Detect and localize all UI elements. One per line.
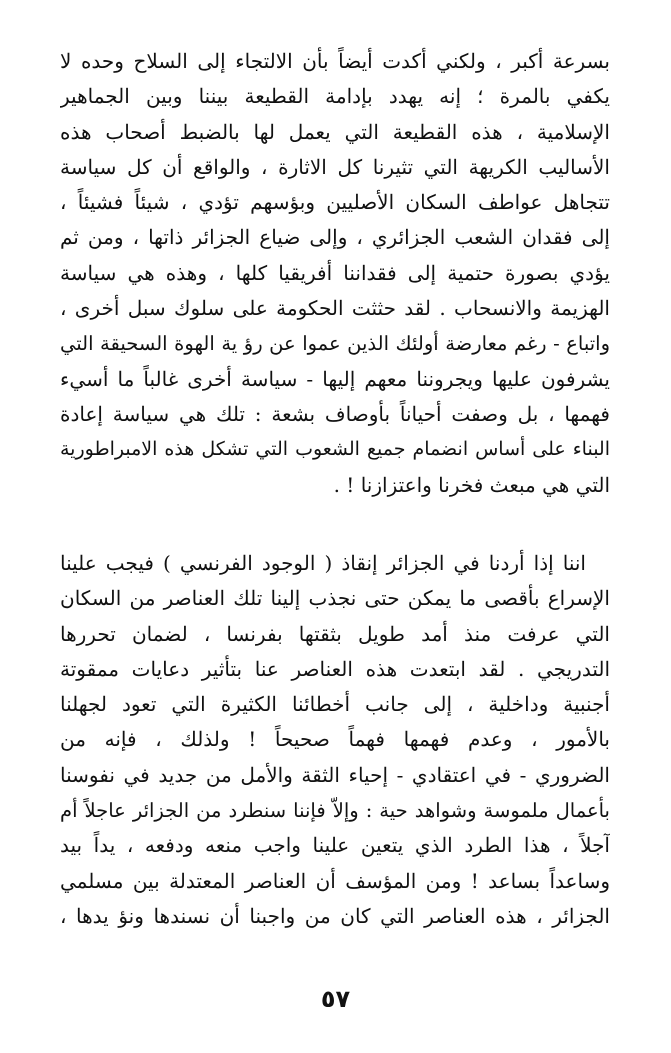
text-line: يشرفون عليها ويجروننا معهم إليها - سياسة أخرى غالباً ما أسيء xyxy=(60,366,610,391)
text-line: واتباع - رغم معارضة أولئك الذين عموا عن رؤ ية الهوة السحيقة التي xyxy=(60,332,610,356)
text-line: الإسراع بأقصى ما يمكن حتى نجذب إلينا تلك العناصر من السكان xyxy=(60,586,610,611)
text-line: إلى فقدان الشعب الجزائري ، وإلى ضياع الجزائر ذاتها ، ومن ثم xyxy=(60,225,610,250)
text-line: يؤدي بصورة حتمية إلى فقداننا أفريقيا كلها ، وهذه هي سياسة xyxy=(60,260,610,285)
text-line: وساعداً بساعد ! ومن المؤسف أن العناصر المعتدلة بين مسلمي xyxy=(60,868,610,893)
text-line: بالأمور ، وعدم فهمها فهماً صحيحاً ! ولذلك ، فإنه من xyxy=(60,727,610,752)
text-line: الهزيمة والانسحاب . لقد حثثت الحكومة على سلوك سبل أخرى ، xyxy=(60,296,610,321)
text-line: الضروري - في اعتقادي - إحياء الثقة والأمل من جديد في نفوسنا xyxy=(60,762,610,787)
text-line: اننا إذا أردنا في الجزائر إنقاذ ( الوجود الفرنسي ) فيجب علينا xyxy=(60,551,586,575)
text-line: البناء على أساس انضمام جميع الشعوب التي تشكل هذه الامبراطورية xyxy=(60,438,610,461)
text-line: الأساليب الكريهة التي تثيرنا كل الاثارة ، والواقع أن كل سياسة xyxy=(60,154,610,179)
text-line: الجزائر ، هذه العناصر التي كان من واجبنا أن نسندها ونؤ يدها ، xyxy=(60,903,610,928)
text-line: أجنبية وداخلية ، إلى جانب أخطائنا الكثيرة التي تعود لجهلنا xyxy=(60,692,610,717)
text-line: الإسلامية ، هذه القطيعة التي يعمل لها بالضبط أصحاب هذه xyxy=(60,119,610,144)
text-line: التي عرفت منذ أمد طويل بثقتها بفرنسا ، لضمان تحررها xyxy=(60,621,610,646)
page-number: ٥٧ xyxy=(320,985,351,1013)
text-line: التدريجي . لقد ابتعدت هذه العناصر عنا بتأثير دعايات ممقوتة xyxy=(60,656,610,681)
text-line: التي هي مبعث فخرنا واعتزازنا ! . xyxy=(333,472,610,497)
text-line: يكفي بالمرة ؛ إنه يهدد بإدامة القطيعة بيننا وبين الجماهير xyxy=(60,84,610,109)
paragraph-1 xyxy=(60,44,610,503)
text-line: تتجاهل عواطف السكان الأصليين وبؤسهم تؤدي ، شيئاً فشيئاً ، xyxy=(60,190,610,215)
paragraph-2 xyxy=(60,546,610,934)
text-line: آجلاً ، هذا الطرد الذي يتعين علينا واجب منعه ودفعه ، يداً بيد xyxy=(60,833,610,858)
text-line: بسرعة أكبر ، ولكني أكدت أيضاً بأن الالتجاء إلى السلاح وحده لا xyxy=(60,49,610,73)
text-line: فهمها ، بل وصفت أحياناً بأوصاف بشعة : تلك هي سياسة إعادة xyxy=(60,401,610,426)
text-line: بأعمال ملموسة وشواهد حية : وإلاّ فإننا سنطرد من الجزائر عاجلاً أم xyxy=(60,799,610,823)
